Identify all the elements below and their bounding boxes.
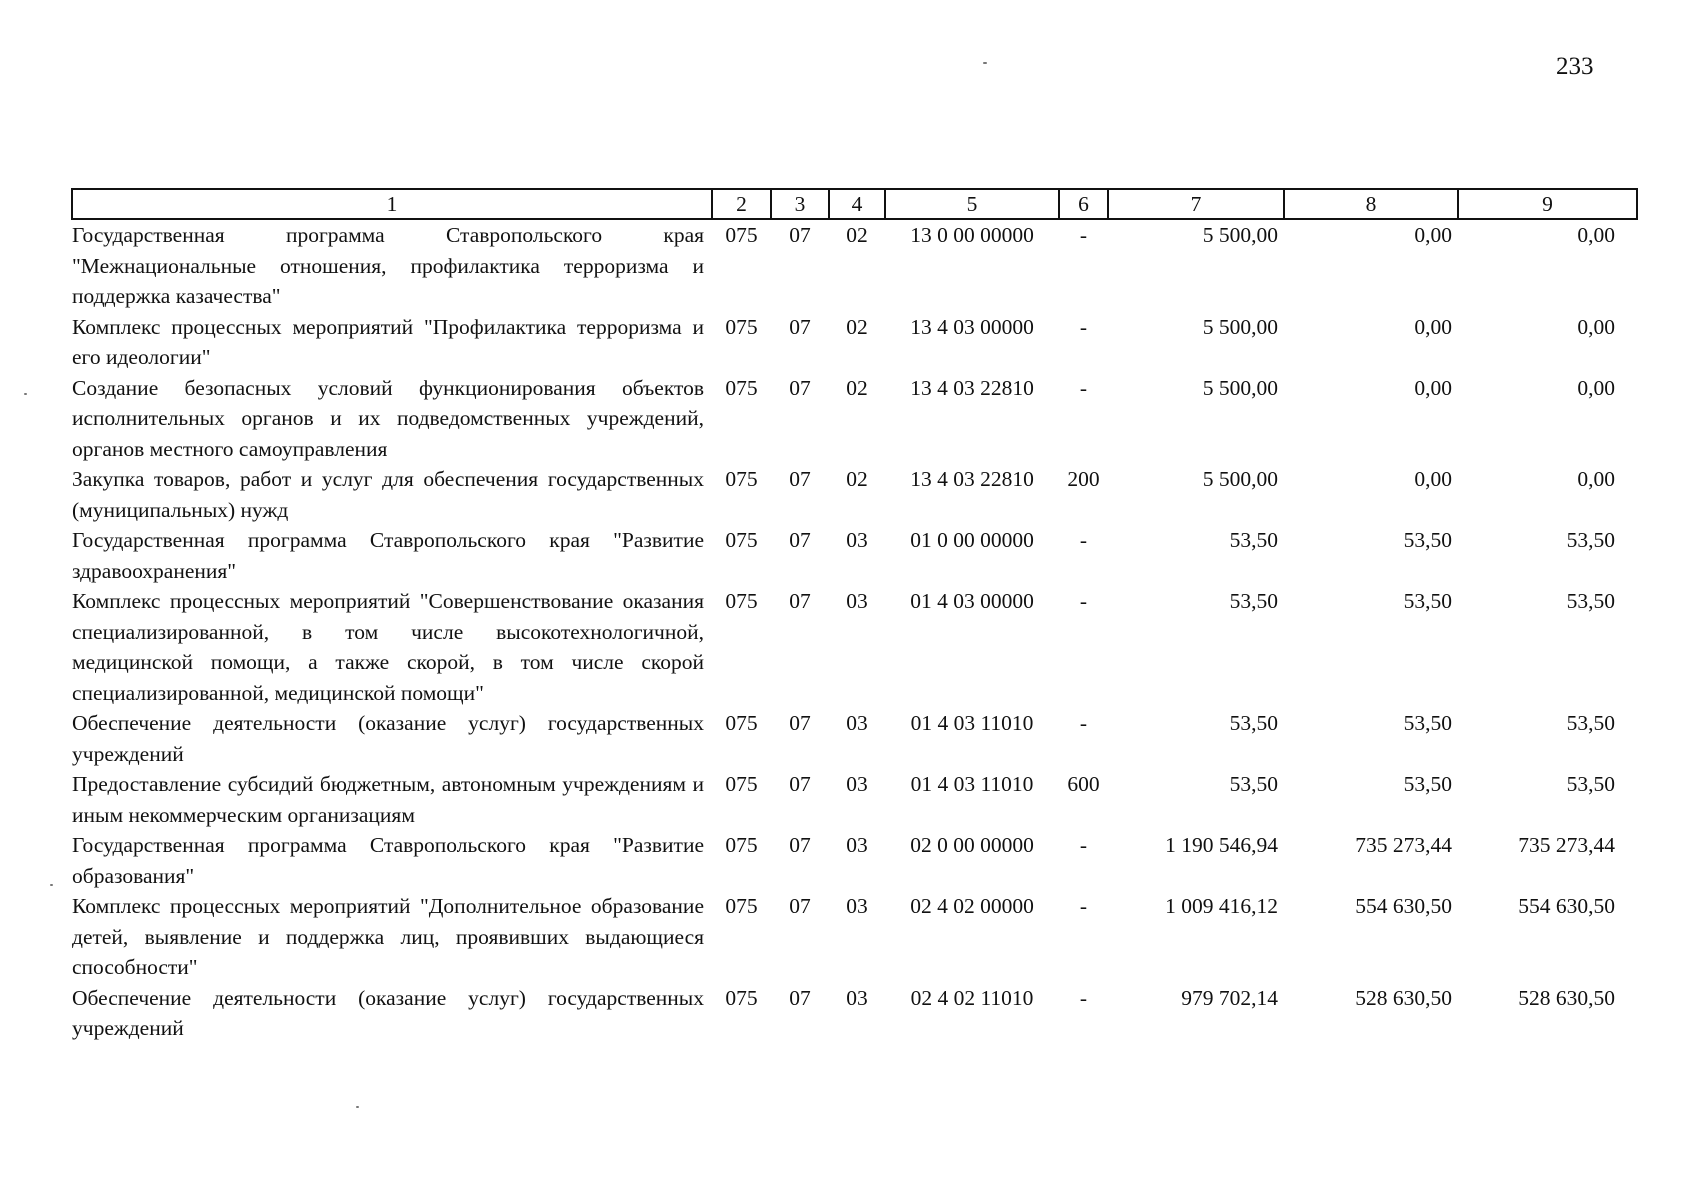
scan-speck (983, 62, 987, 64)
scan-speck (24, 393, 27, 395)
amount-col9-cell: 735 273,44 (1518, 833, 1615, 857)
amount-col7-cell: 53,50 (1229, 589, 1278, 613)
subsection-cell: 03 (846, 711, 868, 735)
table-row (72, 830, 1637, 891)
amount-col8-cell: 735 273,44 (1355, 833, 1452, 857)
scan-speck (50, 884, 53, 886)
column-header-1: 1 (72, 189, 712, 219)
subsection-cell: 02 (846, 223, 868, 247)
target-article-cell: 13 0 00 00000 (910, 223, 1034, 247)
table-body (72, 219, 1637, 1044)
amount-col9-cell: 0,00 (1577, 467, 1615, 491)
amount-col9-cell: 53,50 (1566, 589, 1615, 613)
amount-col7-cell: 5 500,00 (1202, 375, 1278, 400)
table-row (72, 312, 1637, 373)
amount-col9-cell: 528 630,50 (1518, 985, 1615, 1010)
target-article-cell: 13 4 03 00000 (910, 314, 1034, 339)
target-article-cell: 01 4 03 00000 (910, 589, 1034, 613)
expense-type-cell: - (1079, 833, 1088, 857)
admin-code-cell: 075 (725, 833, 758, 857)
admin-code-cell: 075 (725, 711, 758, 735)
table-row (72, 586, 1637, 708)
amount-col8-cell: 528 630,50 (1355, 985, 1452, 1010)
expense-type-cell: - (1079, 985, 1088, 1010)
table-row (72, 891, 1637, 983)
expense-type-cell: 200 (1067, 467, 1100, 491)
section-cell: 07 (789, 375, 811, 400)
row-name-cell: Государственная программа Ставропольского края "Развитие здравоохранения" (72, 528, 704, 583)
amount-col9-cell: 53,50 (1566, 528, 1615, 552)
target-article-cell: 02 0 00 00000 (910, 833, 1034, 857)
subsection-cell: 03 (846, 528, 868, 552)
amount-col9-cell: 53,50 (1566, 772, 1615, 796)
section-cell: 07 (789, 985, 811, 1010)
expense-type-cell: - (1079, 314, 1088, 339)
row-name-cell: Комплекс процессных мероприятий "Совершенствование оказания специализированной, в том числе высокотехнологичной, медицинской помощи, а также скорой, в том числе скорой специализированной, медицинской помощи" (72, 589, 704, 705)
admin-code-cell: 075 (725, 375, 758, 400)
expense-type-cell: - (1079, 223, 1088, 247)
section-cell: 07 (789, 833, 811, 857)
section-cell: 07 (789, 528, 811, 552)
admin-code-cell: 075 (725, 894, 758, 918)
amount-col9-cell: 554 630,50 (1518, 894, 1615, 918)
column-header-5: 5 (885, 189, 1059, 219)
section-cell: 07 (789, 467, 811, 491)
expense-type-cell: - (1079, 375, 1088, 400)
amount-col7-cell: 5 500,00 (1202, 314, 1278, 339)
amount-col9-cell: 53,50 (1566, 711, 1615, 735)
admin-code-cell: 075 (725, 528, 758, 552)
target-article-cell: 13 4 03 22810 (910, 375, 1034, 400)
column-header-6: 6 (1059, 189, 1108, 219)
subsection-cell: 03 (846, 589, 868, 613)
section-cell: 07 (789, 772, 811, 796)
section-cell: 07 (789, 314, 811, 339)
target-article-cell: 01 4 03 11010 (910, 711, 1034, 735)
table-row (72, 708, 1637, 769)
column-header-2: 2 (712, 189, 771, 219)
expense-type-cell: - (1079, 894, 1088, 918)
amount-col8-cell: 554 630,50 (1355, 894, 1452, 918)
row-name-cell: Обеспечение деятельности (оказание услуг) государственных учреждений (72, 711, 704, 766)
row-name-cell: Обеспечение деятельности (оказание услуг) государственных учреждений (72, 985, 704, 1040)
section-cell: 07 (789, 711, 811, 735)
column-header-4: 4 (829, 189, 885, 219)
budget-table (71, 188, 1638, 1044)
column-header-7: 7 (1108, 189, 1284, 219)
amount-col8-cell: 53,50 (1403, 528, 1452, 552)
amount-col7-cell: 1 190 546,94 (1165, 833, 1278, 857)
scan-speck (356, 1106, 359, 1108)
admin-code-cell: 075 (725, 772, 758, 796)
table-row (72, 373, 1637, 465)
amount-col9-cell: 0,00 (1577, 314, 1615, 339)
subsection-cell: 03 (846, 894, 868, 918)
admin-code-cell: 075 (725, 467, 758, 491)
admin-code-cell: 075 (725, 589, 758, 613)
table-header-row (72, 189, 1637, 219)
row-name-cell: Комплекс процессных мероприятий "Дополнительное образование детей, выявление и поддержка лиц, проявивших выдающиеся способности" (72, 894, 704, 979)
section-cell: 07 (789, 589, 811, 613)
table-row (72, 464, 1637, 525)
amount-col8-cell: 0,00 (1414, 375, 1452, 400)
table-row (72, 769, 1637, 830)
target-article-cell: 02 4 02 11010 (910, 985, 1034, 1010)
amount-col7-cell: 5 500,00 (1202, 223, 1278, 247)
subsection-cell: 03 (846, 833, 868, 857)
target-article-cell: 13 4 03 22810 (910, 467, 1034, 491)
amount-col8-cell: 0,00 (1414, 467, 1452, 491)
amount-col8-cell: 53,50 (1403, 772, 1452, 796)
target-article-cell: 01 4 03 11010 (910, 772, 1034, 796)
expense-type-cell: - (1079, 589, 1088, 613)
subsection-cell: 02 (846, 314, 868, 339)
row-name-cell: Комплекс процессных мероприятий "Профилактика терроризма и его идеологии" (72, 314, 704, 369)
amount-col7-cell: 53,50 (1229, 528, 1278, 552)
amount-col7-cell: 979 702,14 (1181, 985, 1278, 1010)
subsection-cell: 03 (846, 985, 868, 1010)
table-row (72, 525, 1637, 586)
amount-col7-cell: 53,50 (1229, 772, 1278, 796)
expense-type-cell: - (1079, 528, 1088, 552)
amount-col9-cell: 0,00 (1577, 223, 1615, 247)
column-header-3: 3 (771, 189, 829, 219)
amount-col8-cell: 53,50 (1403, 589, 1452, 613)
amount-col8-cell: 0,00 (1414, 223, 1452, 247)
expense-type-cell: - (1079, 711, 1088, 735)
amount-col8-cell: 53,50 (1403, 711, 1452, 735)
amount-col7-cell: 53,50 (1229, 711, 1278, 735)
section-cell: 07 (789, 894, 811, 918)
amount-col8-cell: 0,00 (1414, 314, 1452, 339)
column-header-9: 9 (1458, 189, 1637, 219)
subsection-cell: 02 (846, 375, 868, 400)
section-cell: 07 (789, 223, 811, 247)
subsection-cell: 02 (846, 467, 868, 491)
admin-code-cell: 075 (725, 223, 758, 247)
admin-code-cell: 075 (725, 985, 758, 1010)
row-name-cell: Государственная программа Ставропольского края "Развитие образования" (72, 833, 704, 888)
target-article-cell: 02 4 02 00000 (910, 894, 1034, 918)
amount-col7-cell: 5 500,00 (1202, 467, 1278, 491)
expense-type-cell: 600 (1067, 772, 1100, 796)
table-row (72, 219, 1637, 312)
column-header-8: 8 (1284, 189, 1458, 219)
amount-col7-cell: 1 009 416,12 (1165, 894, 1278, 918)
table-row (72, 983, 1637, 1044)
subsection-cell: 03 (846, 772, 868, 796)
row-name-cell: Предоставление субсидий бюджетным, автономным учреждениям и иным некоммерческим организациям (72, 772, 704, 827)
admin-code-cell: 075 (725, 314, 758, 339)
amount-col9-cell: 0,00 (1577, 375, 1615, 400)
row-name-cell: Государственная программа Ставропольского края "Межнациональные отношения, профилактика терроризма и поддержка казачества" (72, 223, 704, 308)
row-name-cell: Создание безопасных условий функционирования объектов исполнительных органов и их подведомственных учреждений, органов местного самоуправления (72, 375, 704, 461)
page-number: 233 (1556, 53, 1594, 80)
target-article-cell: 01 0 00 00000 (910, 528, 1034, 552)
row-name-cell: Закупка товаров, работ и услуг для обеспечения государственных (муниципальных) нужд (72, 467, 704, 522)
